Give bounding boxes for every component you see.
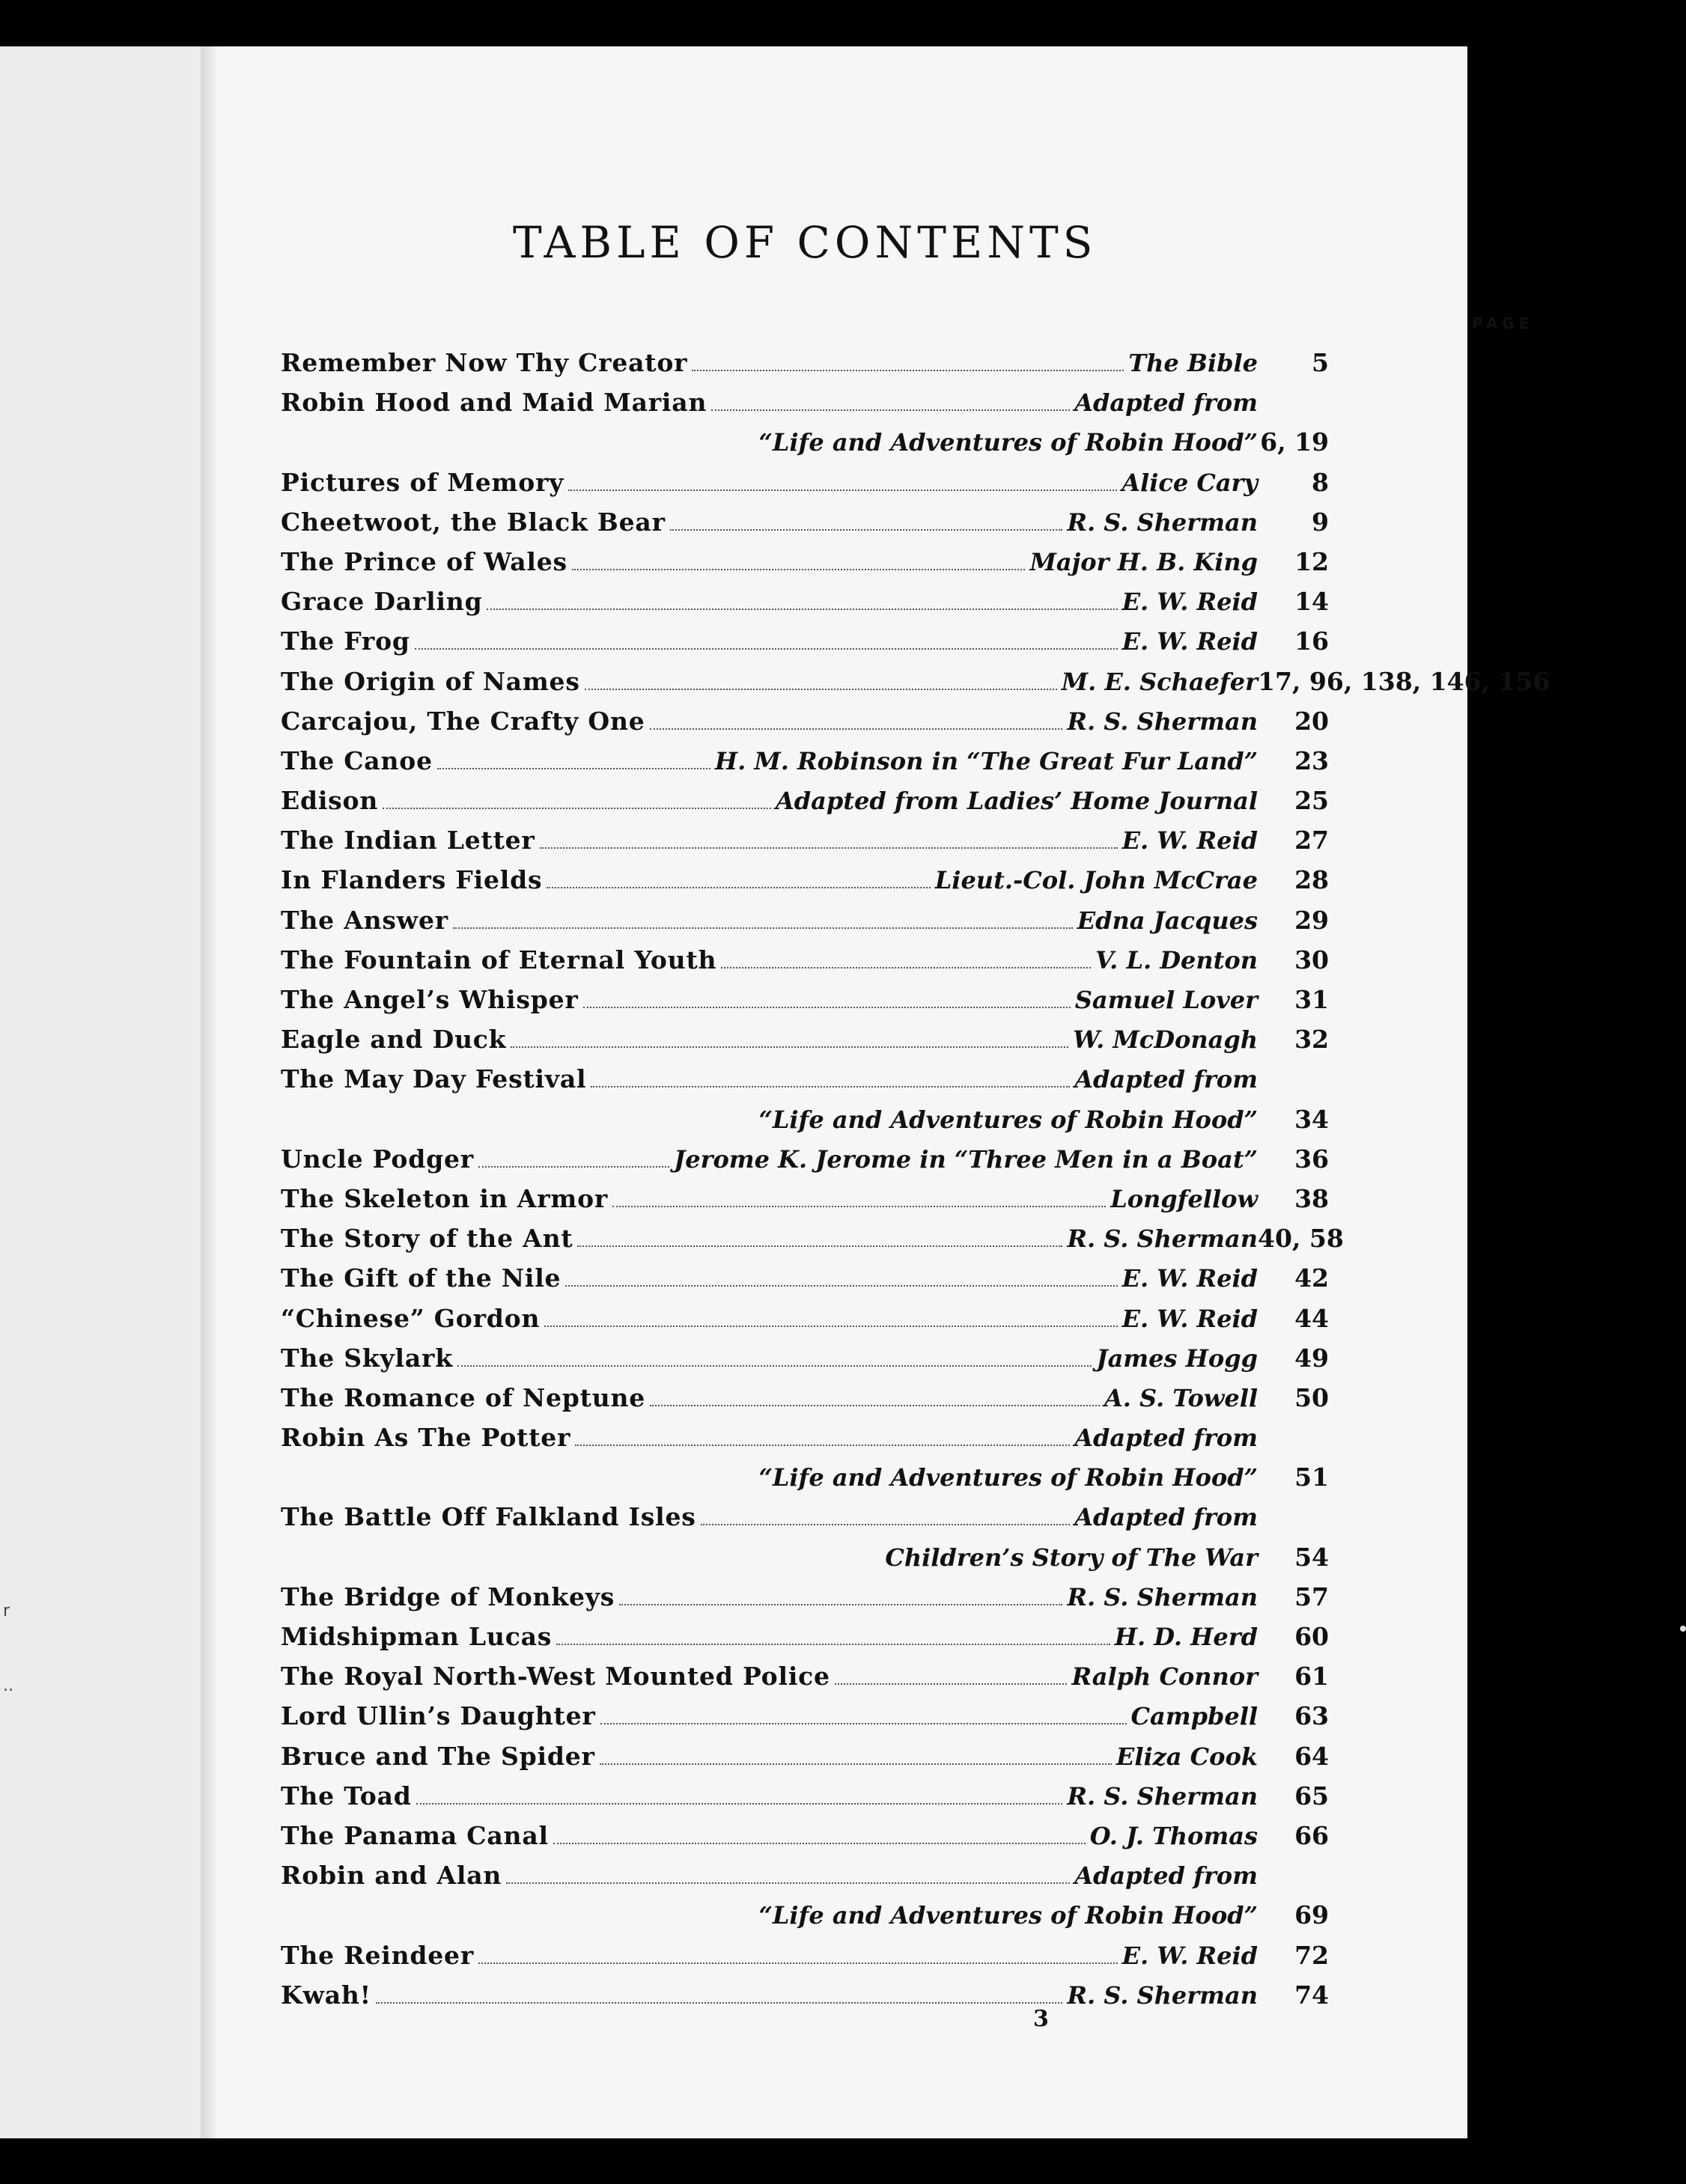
dot-leader	[572, 569, 1026, 570]
entry-author: The Bible	[1128, 349, 1258, 377]
entry-pages: 17, 96, 138, 146, 156	[1258, 666, 1550, 696]
toc-entry	[281, 582, 1329, 621]
page-title: TABLE OF CONTENTS	[513, 217, 1098, 268]
toc-entry	[281, 1696, 1329, 1736]
dot-leader	[619, 1604, 1062, 1605]
toc-row	[281, 1258, 1329, 1298]
entry-author: R. S. Sherman	[1067, 707, 1258, 736]
entry-pages: 29	[1294, 905, 1329, 935]
entry-pages: 34	[1294, 1104, 1329, 1134]
entry-pages: 51	[1294, 1462, 1329, 1492]
entry-author: Adapted from	[1074, 388, 1258, 418]
entry-title: Robin Hood and Maid Marian	[281, 388, 707, 418]
entry-pages: 36	[1294, 1144, 1329, 1174]
toc-row	[281, 343, 1329, 382]
toc-row	[281, 820, 1329, 860]
entry-pages: 74	[1294, 1980, 1329, 2010]
entry-title: Kwah!	[281, 1980, 371, 2010]
entry-pages: 9	[1312, 507, 1329, 537]
dot-leader	[670, 529, 1063, 531]
entry-author: R. S. Sherman	[1067, 1582, 1258, 1611]
toc-entry	[281, 1218, 1344, 1258]
toc-row	[281, 463, 1329, 502]
entry-title: Robin and Alan	[281, 1861, 502, 1891]
toc-entry	[281, 1378, 1329, 1418]
entry-pages: 69	[1294, 1900, 1329, 1930]
toc-row	[281, 1776, 1329, 1816]
entry-author: Samuel Lover	[1074, 986, 1258, 1014]
entry-title: The Reindeer	[281, 1940, 475, 1970]
entry-author: E. W. Reid	[1122, 588, 1258, 617]
entry-title: Bruce and The Spider	[281, 1741, 595, 1771]
toc-row	[281, 1299, 1329, 1338]
entry-title: The Fountain of Eternal Youth	[281, 945, 717, 974]
entry-author: Ralph Connor	[1071, 1662, 1258, 1692]
toc-row	[281, 1059, 1329, 1099]
toc-entry	[281, 1139, 1329, 1179]
dot-leader	[711, 409, 1070, 411]
entry-title: The Panama Canal	[281, 1820, 549, 1850]
toc-entry	[281, 1179, 1329, 1218]
entry-title: Midshipman Lucas	[281, 1622, 553, 1651]
entry-author: E. W. Reid	[1122, 627, 1258, 656]
entry-author: Adapted from	[1074, 1424, 1258, 1453]
toc-row	[281, 781, 1329, 820]
entry-title: The Royal North-West Mounted Police	[281, 1662, 830, 1692]
toc-row	[281, 1139, 1329, 1179]
dot-leader	[415, 648, 1118, 650]
entry-pages: 14	[1294, 587, 1329, 617]
toc-entry	[281, 502, 1329, 542]
dot-leader	[453, 927, 1073, 929]
entry-title: Remember Now Thy Creator	[281, 348, 688, 377]
entry-author: E. W. Reid	[1122, 1941, 1258, 1970]
entry-author: H. D. Herd	[1114, 1623, 1258, 1651]
entry-title: Grace Darling	[281, 587, 483, 617]
entry-author: V. L. Denton	[1095, 945, 1258, 974]
entry-author: H. M. Robinson in “The Great Fur Land”	[714, 746, 1258, 775]
toc-entry	[281, 1855, 1329, 1935]
toc-entry	[281, 1299, 1329, 1338]
toc-entry	[281, 463, 1329, 502]
dot-leader	[506, 1882, 1070, 1884]
entry-title: “Chinese” Gordon	[281, 1303, 541, 1333]
entry-pages: 38	[1294, 1183, 1329, 1213]
toc-entry	[281, 1936, 1329, 1975]
toc-entry	[281, 701, 1329, 741]
toc-row	[281, 1019, 1329, 1059]
toc-entry	[281, 382, 1329, 462]
entry-pages: 20	[1294, 706, 1329, 736]
dot-leader	[835, 1683, 1068, 1685]
toc-entry	[281, 820, 1329, 860]
entry-author: E. W. Reid	[1122, 826, 1258, 855]
entry-author: Eliza Cook	[1116, 1742, 1258, 1771]
dot-leader	[692, 370, 1124, 371]
dot-leader	[583, 1007, 1071, 1008]
entry-pages: 40, 58	[1258, 1224, 1344, 1254]
toc-row	[281, 502, 1329, 542]
entry-title: The Story of the Ant	[281, 1224, 573, 1254]
entry-title: The Origin of Names	[281, 666, 580, 696]
toc-row	[281, 1975, 1329, 2015]
dot-leader	[437, 768, 710, 769]
entry-pages: 23	[1294, 745, 1329, 775]
entry-author: Alice Cary	[1122, 468, 1258, 497]
entry-author: M. E. Schaefer	[1061, 667, 1258, 696]
entry-pages: 27	[1294, 826, 1329, 855]
entry-author: Lieut.-Col. John McCrae	[934, 866, 1258, 895]
toc-entry	[281, 1577, 1329, 1617]
toc-entry	[281, 542, 1329, 582]
entry-author: Campbell	[1130, 1702, 1258, 1731]
edge-mark: ..	[3, 1677, 13, 1695]
dot-leader	[511, 1046, 1068, 1048]
entry-pages: 28	[1294, 865, 1329, 895]
page-column-heading: PAGE	[1472, 314, 1534, 332]
toc-row	[281, 1816, 1329, 1855]
entry-pages: 49	[1294, 1343, 1329, 1373]
toc-row	[281, 1736, 1329, 1776]
entry-author-line2: Children’s Story of The War	[885, 1543, 1258, 1572]
toc-row	[281, 701, 1329, 741]
dot-leader	[478, 1166, 669, 1168]
toc-entry	[281, 621, 1329, 661]
toc-row	[281, 1696, 1329, 1736]
entry-title: The Indian Letter	[281, 826, 535, 855]
entry-author: Longfellow	[1110, 1184, 1258, 1213]
dot-leader	[376, 2002, 1062, 2004]
entry-author-line2: “Life and Adventures of Robin Hood”	[758, 1105, 1258, 1134]
dot-leader	[585, 689, 1057, 690]
toc-row	[281, 980, 1329, 1019]
entry-title: The Battle Off Falkland Isles	[281, 1502, 696, 1532]
toc-entry	[281, 1736, 1329, 1776]
dot-leader	[701, 1524, 1071, 1525]
toc-entry	[281, 1059, 1329, 1138]
toc-entry	[281, 1019, 1329, 1059]
dot-leader	[547, 887, 930, 888]
entry-author: Adapted from	[1074, 1861, 1258, 1891]
toc-row	[281, 1179, 1329, 1218]
entry-author-line2: “Life and Adventures of Robin Hood”	[758, 1901, 1258, 1930]
dot-leader	[478, 1962, 1118, 1964]
entry-author-line2: “Life and Adventures of Robin Hood”	[758, 428, 1258, 457]
entry-author: O. J. Thomas	[1089, 1821, 1258, 1850]
toc-entry	[281, 1258, 1329, 1298]
entry-author: E. W. Reid	[1122, 1304, 1258, 1333]
dot-leader	[544, 1326, 1117, 1327]
entry-title: The Toad	[281, 1781, 412, 1811]
entry-author: W. McDonagh	[1073, 1025, 1258, 1055]
entry-author: R. S. Sherman	[1067, 1781, 1258, 1811]
entry-title: The May Day Festival	[281, 1064, 587, 1094]
entry-title: In Flanders Fields	[281, 865, 543, 895]
toc-entry	[281, 1497, 1329, 1576]
entry-pages: 72	[1294, 1940, 1329, 1970]
dot-leader	[600, 1763, 1112, 1765]
toc-entry	[281, 1816, 1329, 1855]
toc-row	[281, 1617, 1329, 1656]
entry-title: The Answer	[281, 905, 448, 935]
facing-page	[0, 46, 207, 2138]
entry-title: Edison	[281, 786, 379, 816]
entry-pages: 25	[1294, 786, 1329, 816]
toc-entry	[281, 1656, 1329, 1696]
entry-author: E. W. Reid	[1122, 1264, 1258, 1293]
dot-leader	[487, 608, 1117, 610]
toc-entry	[281, 1975, 1329, 2015]
toc-row	[281, 1218, 1344, 1258]
toc-row-continuation	[281, 1537, 1329, 1577]
entry-pages: 30	[1294, 945, 1329, 974]
entry-pages: 61	[1294, 1662, 1329, 1692]
dot-leader	[553, 1843, 1086, 1844]
toc-row	[281, 582, 1329, 621]
toc-entry	[281, 343, 1329, 382]
toc-row-continuation	[281, 1895, 1329, 1935]
toc-row	[281, 900, 1329, 940]
toc-row	[281, 382, 1329, 422]
entry-title: Carcajou, The Crafty One	[281, 706, 645, 736]
entry-pages: 31	[1294, 985, 1329, 1014]
toc-list	[281, 343, 1550, 2015]
entry-author: James Hogg	[1096, 1343, 1258, 1373]
entry-pages: 63	[1294, 1701, 1329, 1731]
entry-pages: 6, 19	[1260, 427, 1329, 457]
toc-entry	[281, 1418, 1329, 1497]
entry-title: The Skeleton in Armor	[281, 1183, 609, 1213]
toc-row	[281, 1378, 1329, 1418]
contents-page	[217, 46, 1550, 2138]
toc-entry	[281, 662, 1550, 701]
toc-row	[281, 741, 1329, 781]
entry-title: Lord Ullin’s Daughter	[281, 1701, 596, 1731]
entry-title: Cheetwoot, the Black Bear	[281, 507, 666, 537]
toc-row	[281, 1497, 1329, 1537]
dot-leader	[556, 1644, 1110, 1645]
dot-leader	[575, 1445, 1070, 1446]
entry-title: The Gift of the Nile	[281, 1263, 562, 1293]
toc-entry	[281, 1776, 1329, 1816]
toc-row	[281, 1338, 1329, 1378]
dot-leader	[383, 808, 771, 809]
toc-entry	[281, 741, 1329, 781]
entry-pages: 42	[1294, 1263, 1329, 1293]
toc-row	[281, 1577, 1329, 1617]
entry-title: Eagle and Duck	[281, 1025, 507, 1055]
entry-pages: 64	[1294, 1741, 1329, 1771]
toc-entry	[281, 900, 1329, 940]
toc-row	[281, 1855, 1329, 1895]
edge-mark: r	[3, 1602, 10, 1620]
dot-leader	[540, 847, 1118, 849]
entry-pages: 44	[1294, 1303, 1329, 1333]
dot-leader	[600, 1723, 1127, 1724]
dot-leader	[457, 1365, 1092, 1367]
entry-title: Robin As The Potter	[281, 1423, 571, 1453]
entry-title: The Bridge of Monkeys	[281, 1581, 615, 1611]
entry-author-line2: “Life and Adventures of Robin Hood”	[758, 1463, 1258, 1492]
entry-pages: 65	[1294, 1781, 1329, 1811]
entry-title: The Romance of Neptune	[281, 1382, 646, 1412]
entry-author: Adapted from	[1074, 1503, 1258, 1532]
dot-leader	[568, 489, 1117, 491]
entry-pages: 57	[1294, 1581, 1329, 1611]
toc-entry	[281, 1338, 1329, 1378]
dot-leader	[650, 728, 1063, 730]
dot-leader	[650, 1405, 1100, 1406]
entry-author: A. S. Towell	[1104, 1383, 1258, 1412]
entry-author: Jerome K. Jerome in “Three Men in a Boat”	[674, 1144, 1258, 1174]
entry-pages: 12	[1294, 546, 1329, 576]
toc-row	[281, 662, 1550, 701]
book-gutter	[201, 46, 217, 2138]
entry-pages: 5	[1312, 348, 1329, 377]
toc-row	[281, 542, 1329, 582]
toc-row	[281, 1418, 1329, 1457]
entry-title: The Prince of Wales	[281, 546, 567, 576]
dot-leader	[416, 1803, 1063, 1805]
dot-leader	[721, 967, 1091, 969]
entry-author: Adapted from Ladies’ Home Journal	[775, 787, 1258, 816]
entry-pages: 8	[1312, 467, 1329, 497]
entry-author: R. S. Sherman	[1067, 1980, 1258, 2010]
toc-entry	[281, 860, 1329, 900]
toc-row	[281, 621, 1329, 661]
entry-pages: 60	[1294, 1622, 1329, 1651]
dot-leader	[591, 1086, 1070, 1088]
entry-title: The Skylark	[281, 1343, 453, 1373]
entry-author: R. S. Sherman	[1067, 507, 1258, 537]
toc-row	[281, 1936, 1329, 1975]
dot-leader	[612, 1206, 1106, 1207]
entry-title: The Canoe	[281, 745, 433, 775]
entry-title: The Frog	[281, 626, 410, 656]
toc-row	[281, 860, 1329, 900]
speck	[1680, 1626, 1686, 1632]
toc-row-continuation	[281, 1099, 1329, 1139]
entry-pages: 54	[1294, 1542, 1329, 1572]
entry-pages: 16	[1294, 626, 1329, 656]
entry-author: Edna Jacques	[1077, 906, 1258, 935]
toc-entry	[281, 940, 1329, 980]
toc-row-continuation	[281, 422, 1329, 462]
toc-row	[281, 1656, 1329, 1696]
entry-pages: 32	[1294, 1025, 1329, 1055]
entry-pages: 66	[1294, 1820, 1329, 1850]
entry-author: Adapted from	[1074, 1065, 1258, 1094]
toc-row	[281, 940, 1329, 980]
toc-row-continuation	[281, 1457, 1329, 1497]
entry-pages: 50	[1294, 1382, 1329, 1412]
entry-title: Uncle Podger	[281, 1144, 474, 1174]
entry-author: R. S. Sherman	[1067, 1224, 1258, 1254]
entry-title: The Angel’s Whisper	[281, 985, 579, 1014]
page-number: 3	[1033, 2006, 1049, 2032]
entry-title: Pictures of Memory	[281, 467, 564, 497]
toc-entry	[281, 980, 1329, 1019]
toc-entry	[281, 1617, 1329, 1656]
dot-leader	[577, 1245, 1062, 1247]
toc-entry	[281, 781, 1329, 820]
dot-leader	[565, 1285, 1117, 1287]
entry-author: Major H. B. King	[1029, 547, 1258, 576]
